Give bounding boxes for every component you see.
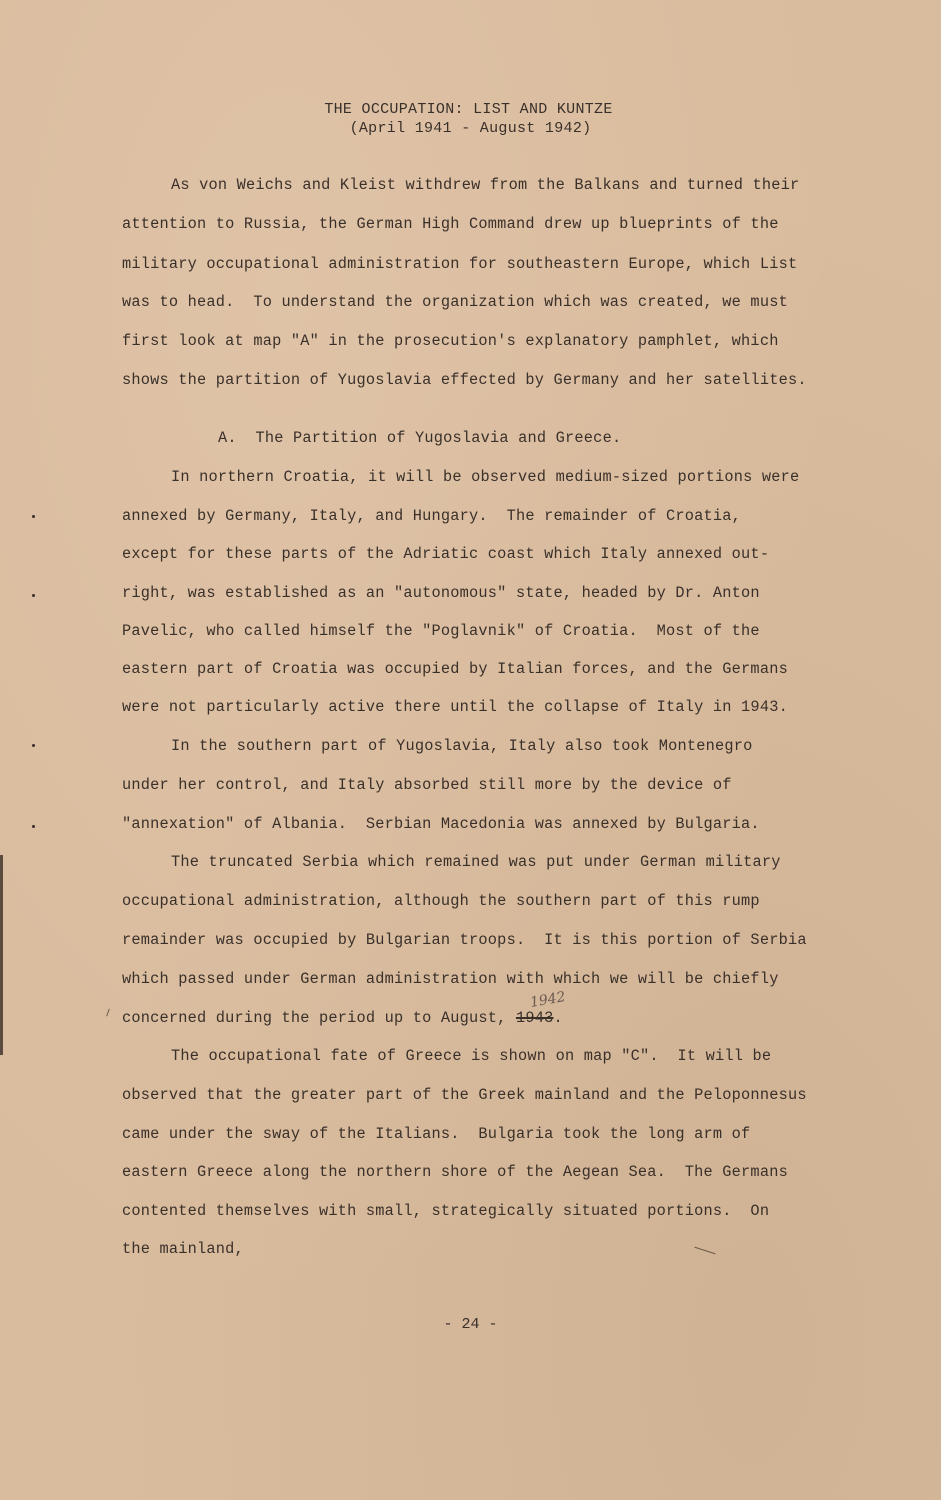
text-line: military occupational administration for southeastern Europe, which List — [122, 255, 798, 273]
text-line: under her control, and Italy absorbed still more by the device of — [122, 776, 732, 794]
page-number: - 24 - — [443, 1316, 498, 1333]
text-line: The occupational fate of Greece is shown on map "C". It will be — [171, 1047, 772, 1065]
margin-dot — [32, 594, 35, 597]
concerned-suffix: . — [553, 1009, 563, 1027]
page-edge-mark — [0, 855, 3, 1055]
text-line: In the southern part of Yugoslavia, Italy also took Montenegro — [171, 737, 753, 755]
struck-year: 1943 — [515, 1009, 554, 1027]
text-line: right, was established as an "autonomous" state, headed by Dr. Anton — [122, 584, 760, 602]
margin-dot — [32, 515, 35, 518]
text-line: annexed by Germany, Italy, and Hungary. The remainder of Croatia, — [122, 507, 742, 525]
concerned-prefix: concerned during the period up to August, — [122, 1009, 516, 1027]
text-line: observed that the greater part of the Greek mainland and the Peloponnesus — [122, 1086, 807, 1104]
text-line: Pavelic, who called himself the "Poglavnik" of Croatia. Most of the — [122, 622, 760, 640]
text-line: In northern Croatia, it will be observed medium-sized portions were — [171, 468, 800, 486]
text-line: first look at map "A" in the prosecution's explanatory pamphlet, which — [122, 332, 779, 350]
pencil-mark — [106, 1009, 110, 1017]
pencil-mark — [694, 1247, 715, 1255]
margin-dot — [32, 744, 35, 747]
document-subtitle: (April 1941 - August 1942) — [349, 120, 592, 137]
section-heading: A. The Partition of Yugoslavia and Greece. — [218, 429, 622, 447]
text-line: occupational administration, although the southern part of this rump — [122, 892, 760, 910]
margin-dot — [32, 825, 35, 828]
text-line: were not particularly active there until the collapse of Italy in 1943. — [122, 698, 788, 716]
text-line: eastern part of Croatia was occupied by Italian forces, and the Germans — [122, 660, 788, 678]
text-line: which passed under German administration with which we will be chiefly — [122, 970, 779, 988]
text-line: came under the sway of the Italians. Bulgaria took the long arm of — [122, 1125, 751, 1143]
text-line: the mainland, — [122, 1240, 244, 1258]
text-line: attention to Russia, the German High Command drew up blueprints of the — [122, 215, 779, 233]
text-line: remainder was occupied by Bulgarian troops. It is this portion of Serbia — [122, 931, 807, 949]
text-line: As von Weichs and Kleist withdrew from the Balkans and turned their — [171, 176, 800, 194]
text-line: eastern Greece along the northern shore of the Aegean Sea. The Germans — [122, 1163, 788, 1181]
text-line: except for these parts of the Adriatic coast which Italy annexed out- — [122, 545, 770, 563]
concerned-line — [122, 1008, 563, 1028]
text-line: "annexation" of Albania. Serbian Macedonia was annexed by Bulgaria. — [122, 815, 760, 833]
text-line: contented themselves with small, strategically situated portions. On — [122, 1202, 770, 1220]
document-title: THE OCCUPATION: LIST AND KUNTZE — [324, 101, 613, 118]
text-line: The truncated Serbia which remained was put under German military — [171, 853, 781, 871]
text-line: shows the partition of Yugoslavia effected by Germany and her satellites. — [122, 371, 807, 389]
handwritten-correction: 1942 — [528, 989, 567, 1011]
text-line: was to head. To understand the organization which was created, we must — [122, 293, 788, 311]
